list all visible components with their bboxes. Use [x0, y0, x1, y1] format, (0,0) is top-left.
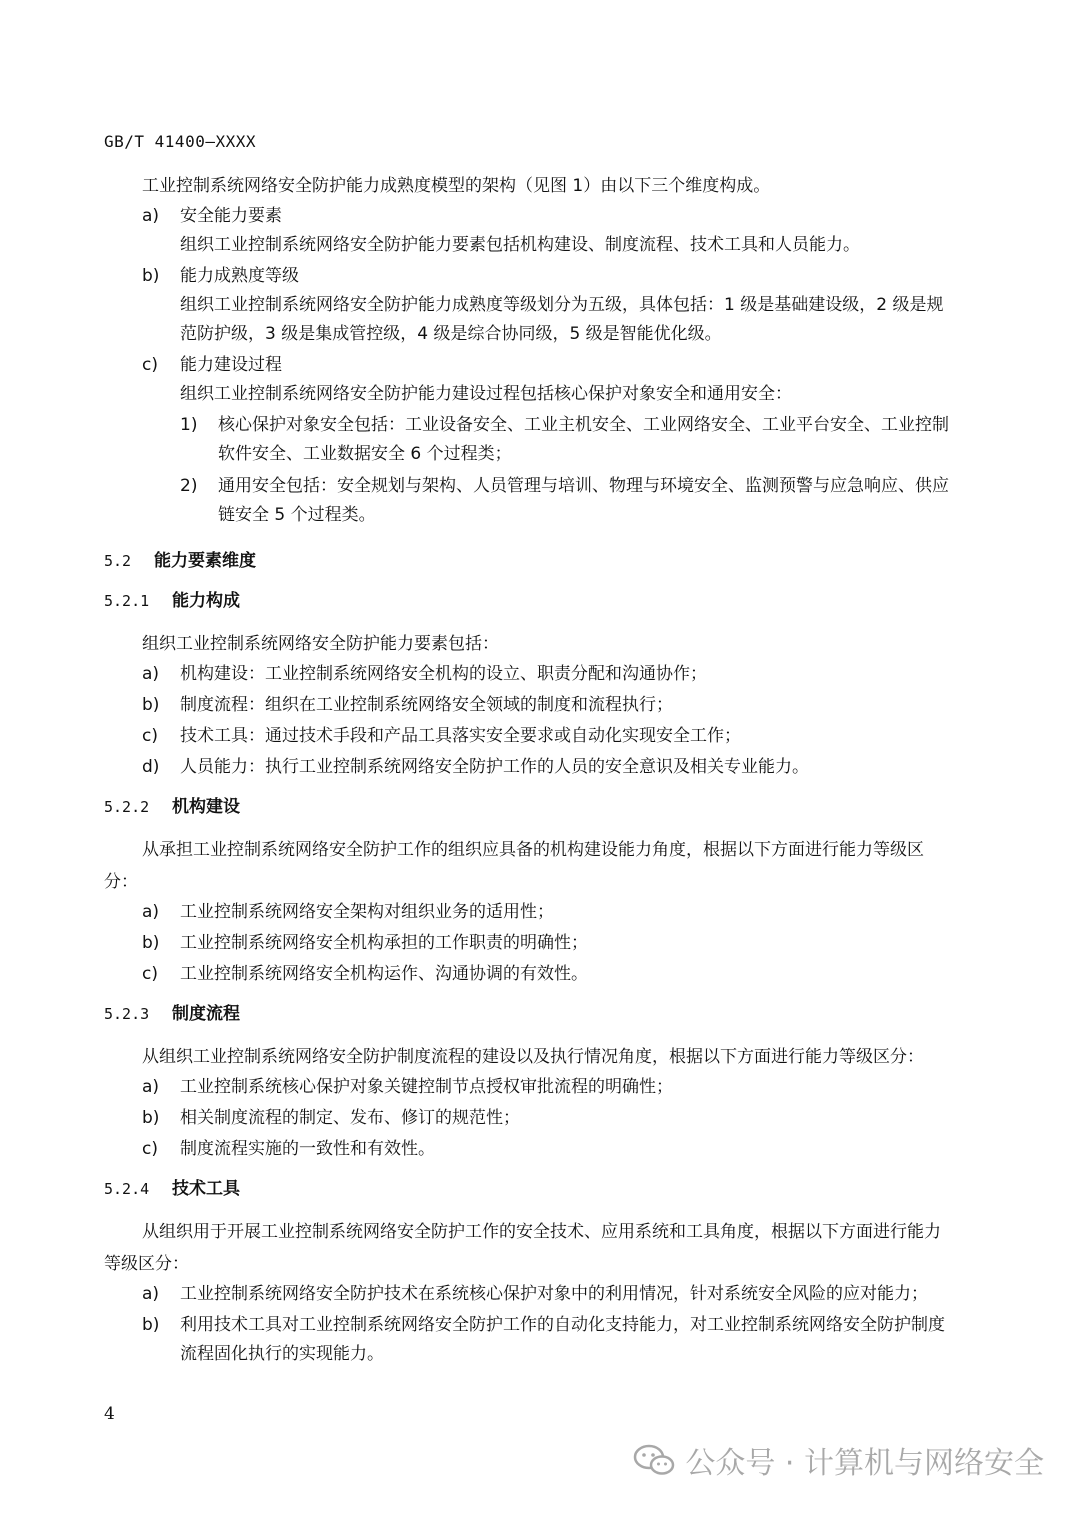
sub-list-item — [104, 472, 954, 530]
section-intro: 组织工业控制系统网络安全防护能力要素包括： — [142, 634, 499, 654]
section-heading-5-2-3 — [104, 999, 954, 1029]
item-label: a) — [142, 902, 160, 922]
section-heading-5-2 — [104, 546, 954, 576]
item-label: b) — [142, 266, 160, 286]
section-number: 5.2.1 — [104, 592, 150, 610]
item-body: 组织工业控制系统网络安全防护能力要素包括机构建设、制度流程、技术工具和人员能力。 — [180, 235, 860, 255]
item-title: 能力成熟度等级 — [180, 266, 299, 286]
section-heading-5-2-4 — [104, 1174, 954, 1204]
item-label: b) — [142, 1315, 160, 1335]
item-label: a) — [142, 206, 160, 226]
list-item — [104, 262, 954, 349]
sub-item-text: 通用安全包括：安全规划与架构、人员管理与培训、物理与环境安全、监测预警与应急响应、供应链安全 5 个过程类。 — [218, 476, 949, 525]
section-title: 制度流程 — [172, 1004, 240, 1024]
document-id: GB/T 41400—XXXX — [104, 132, 256, 151]
item-text: 机构建设：工业控制系统网络安全机构的设立、职责分配和沟通协作； — [180, 664, 707, 684]
item-body: 组织工业控制系统网络安全防护能力建设过程包括核心保护对象安全和通用安全： — [180, 384, 792, 404]
wechat-icon — [633, 1443, 675, 1477]
item-title: 安全能力要素 — [180, 206, 282, 226]
item-text: 人员能力：执行工业控制系统网络安全防护工作的人员的安全意识及相关专业能力。 — [180, 757, 809, 777]
section-title: 技术工具 — [172, 1179, 240, 1199]
section-title: 能力构成 — [172, 591, 240, 611]
sub-item-label: 1) — [180, 415, 198, 435]
sub-item-text: 核心保护对象安全包括：工业设备安全、工业主机安全、工业网络安全、工业平台安全、工业控制软件安全、工业数据安全 6 个过程类； — [218, 415, 949, 464]
item-body: 组织工业控制系统网络安全防护能力成熟度等级划分为五级，具体包括：1 级是基础建设级，2 级是规范防护级，3 级是集成管控级，4 级是综合协同级，5 级是智能优化级。 — [180, 295, 944, 344]
item-label: a) — [142, 664, 160, 684]
intro-paragraph: 工业控制系统网络安全防护能力成熟度模型的架构（见图 1）由以下三个维度构成。 — [142, 176, 771, 196]
sub-item-label: 2) — [180, 476, 198, 496]
item-label: c) — [142, 964, 158, 984]
item-text: 工业控制系统网络安全机构承担的工作职责的明确性； — [180, 933, 588, 953]
item-text: 相关制度流程的制定、发布、修订的规范性； — [180, 1108, 520, 1128]
section-number: 5.2.2 — [104, 798, 150, 816]
item-label: a) — [142, 1077, 160, 1097]
watermark-text: 公众号 · 计算机与网络安全 — [685, 1446, 1044, 1481]
item-text: 工业控制系统核心保护对象关键控制节点授权审批流程的明确性； — [180, 1077, 673, 1097]
sub-list-item — [104, 411, 954, 469]
item-label: b) — [142, 1108, 160, 1128]
list-item — [104, 1073, 954, 1102]
item-text: 工业控制系统网络安全防护技术在系统核心保护对象中的利用情况，针对系统安全风险的应对能力； — [180, 1284, 928, 1304]
item-label: b) — [142, 933, 160, 953]
list-item — [104, 202, 954, 260]
item-text: 制度流程：组织在工业控制系统网络安全领域的制度和流程执行； — [180, 695, 673, 715]
item-text: 利用技术工具对工业控制系统网络安全防护工作的自动化支持能力，对工业控制系统网络安全防护制度流程固化执行的实现能力。 — [180, 1315, 945, 1364]
item-text: 制度流程实施的一致性和有效性。 — [180, 1139, 435, 1159]
section-intro: 从组织用于开展工业控制系统网络安全防护工作的安全技术、应用系统和工具角度，根据以下方面进行能力等级区分： — [104, 1222, 941, 1274]
item-label: d) — [142, 757, 160, 777]
item-label: c) — [142, 1139, 158, 1159]
list-item — [104, 1135, 954, 1164]
list-item — [104, 351, 954, 409]
item-label: a) — [142, 1284, 160, 1304]
item-label: c) — [142, 355, 158, 375]
section-heading-5-2-1 — [104, 586, 954, 616]
page-body — [104, 170, 954, 1371]
section-heading-5-2-2 — [104, 792, 954, 822]
list-item — [104, 691, 954, 720]
section-number: 5.2 — [104, 552, 132, 570]
list-item — [104, 1104, 954, 1133]
item-title: 能力建设过程 — [180, 355, 282, 375]
section-number: 5.2.3 — [104, 1005, 150, 1023]
list-item — [104, 722, 954, 751]
item-label: c) — [142, 726, 158, 746]
list-item — [104, 753, 954, 782]
section-intro: 从组织工业控制系统网络安全防护制度流程的建设以及执行情况角度，根据以下方面进行能力等级区分： — [142, 1047, 924, 1067]
section-title: 能力要素维度 — [154, 551, 256, 571]
item-text: 工业控制系统网络安全机构运作、沟通协调的有效性。 — [180, 964, 588, 984]
page-number: 4 — [104, 1404, 115, 1424]
watermark — [633, 1438, 1044, 1482]
item-label: b) — [142, 695, 160, 715]
list-item — [104, 960, 954, 989]
list-item — [104, 898, 954, 927]
list-item — [104, 1311, 954, 1369]
section-number: 5.2.4 — [104, 1180, 150, 1198]
list-item — [104, 929, 954, 958]
item-text: 技术工具：通过技术手段和产品工具落实安全要求或自动化实现安全工作； — [180, 726, 741, 746]
list-item — [104, 1280, 954, 1309]
list-item — [104, 660, 954, 689]
item-text: 工业控制系统网络安全架构对组织业务的适用性； — [180, 902, 554, 922]
section-intro: 从承担工业控制系统网络安全防护工作的组织应具备的机构建设能力角度，根据以下方面进行能力等级区分： — [104, 840, 924, 892]
section-title: 机构建设 — [172, 797, 240, 817]
